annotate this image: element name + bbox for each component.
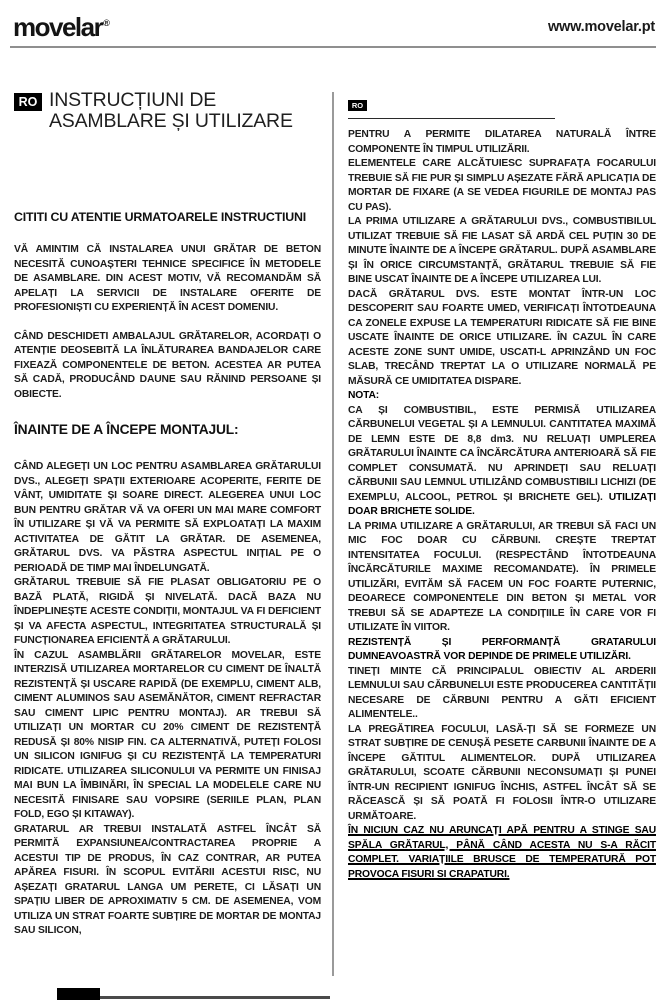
paragraph: CÂND ALEGEȚI UN LOC PENTRU ASAMBLAREA GRĂTARULUI DVS., ALEGEȚI SPAȚII EXTERIOARE ACOPERITE, FERITE DE VÂNT, UMIDITATE ȘI SOARE DIRECT. ALEGEREA UNUI LOC BUN PENTRU GRĂTAR VĂ VA OFERI UN MAI MARE COMFORT ÎN UTILIZARE ȘI VĂ VA PERMITE SĂ EXPLOATAȚI LA MAXIM ACTIVITATEA DE GĂTIT LA GRĂTAR. DE ASEMENEA, GRĂTARUL DVS. VA PĂSTRA ASPECTUL INIȚIAL PE O PERIOADĂ DE TIMP MAI ÎNDELUNGATĂ. xyxy=(14,461,321,574)
paragraph: LA PRIMA UTILIZARE A GRĂTARULUI DVS., COMBUSTIBILUL UTILIZAT TREBUIE SĂ FIE LASAT SĂ ARDĂ CEL PUȚIN 30 DE MINUTE ÎNAINTE DE A ÎNCEPE GRĂTARUL. DUPĂ ASAMBLARE ȘI ÎN ORICE CIRCUMSTANȚĂ, GRĂTARUL TREBUIE SĂ FIE BINE USCAT ÎNAINTE DE A ÎNCEPE UTILIZAREA LUI. xyxy=(348,216,656,285)
paragraph: ÎN CAZUL ASAMBLĂRII GRĂTARELOR MOVELAR, ESTE INTERZISĂ UTILIZAREA MORTARELOR CU CIMENT DE ÎNALTĂ REZISTENȚĂ ȘI USCARE RAPIDĂ (DE EXEMPLU, CIMENT ALB, CIMENT ALUMINOS SAU ASEMĂNĂTOR, CIMENT REFRACTAR SAU CIMENT LIPIC PENTRU MONTAJ). AR TREBUI SĂ UTILIZAȚI UN MORTAR CU 20% CIMENT DE REZISTENȚĂ REDUSĂ ȘI 80% NISIP FIN. CA ALTERNATIVĂ, PUTEȚI FOLOSI UN SILICON IGNIFUG ȘI CU REZISTENȚĂ LA TEMPERATURI RIDICATE. UTILIZAREA SILICONULUI VA PERMITE UN FINISAJ MAI BUN LA ÎMBINĂRI, ÎN SPECIAL LA MODELELE CARE NU NECESITĂ FINISARE SAU VOPSIRE (SERIILE PLAN, PLAN FOLD, EGO ȘI KITAWAY). xyxy=(14,649,321,820)
website-url: www.movelar.pt xyxy=(547,19,655,35)
paragraph xyxy=(348,404,656,520)
paragraph: PENTRU A PERMITE DILATAREA NATURALĂ ÎNTRE COMPONENTE ÎN TIMPUL UTILIZĂRII. xyxy=(348,129,656,155)
paragraph: LA PREGĂTIREA FOCULUI, LASĂ-ȚI SĂ SE FORMEZE UN STRAT SUBȚIRE DE CENUȘĂ PESETE CARBUNII ÎNAINTE DE A ÎNCEPE GĂTITUL ALIMENTELOR. DUPĂ UTILIZAREA GRĂTARULUI, SCOATE CĂRBUNII NECONSUMAȚI ȘI PUNEI ÎNTR-UN RECIPIENT IGNIFUG ÎNCHIS, ASTFEL ÎNCÂT SĂ SE RĂCEASCĂ ȘI SĂ POATĂ FI FOLOSII ÎNTR-O UTILIZARE URMĂTOARE. xyxy=(348,723,656,822)
note-label: NOTA: xyxy=(348,390,380,401)
paragraph: DACĂ GRĂTARUL DVS. ESTE MONTAT ÎNTR-UN LOC DESCOPERIT SAU FOARTE UMED, VERIFICAȚI ÎNTOTDEAUNA CA ZONELE EXPUSE LA TEMPERATURI RIDICATE SĂ FIE BINE USCATE ÎNAINTE DE ORICE UTILIZARE. ÎN CAZUL ÎN CARE ACESTE ZONE SUNT UMIDE, USCATI-L APRINZÂND UN FOC SLAB, TRECÂND TREPTAT LA O UTILIZARE NORMALĂ PE MĂSURĂ CE UMIDITATEA DISPARE. xyxy=(348,288,656,387)
registered-trademark-icon: ® xyxy=(103,18,110,29)
paragraph: CÂND DESCHIDETI AMBALAJUL GRĂTARELOR, ACORDAȚI O ATENȚIE DEOSEBITĂ LA ÎNLĂTURAREA BANDAJELOR CARE FIXEAZĂ COMPONENTELE DE BETON. ACESTEA AR PUTEA SĂ CADĂ, PRODUCÂND DAUNE SAU RĂNIND PERSOANE ȘI OBIECTE. xyxy=(14,330,321,400)
column-divider xyxy=(332,92,334,976)
paragraph-text: CA ȘI COMBUSTIBIL, ESTE PERMISĂ UTILIZAREA CĂRBUNELUI VEGETAL ȘI A LEMNULUI. CANTITATEA MAXIMĂ DE LEMN ESTE DE 8,8 dm3. NU RELUAȚI UMPLEREA GRĂTARULUI ÎNAINTE CA ÎNCĂRCĂTURA ANTERIOARĂ SĂ FIE COMPLET CONSUMATĂ. NU APRINDEȚI SAU RELUAȚI CĂRBUNII SAU LEMNUL UTILIZÂND COMBUSTIBILI LICHIZI (DE EXEMPLU, ALCOOL, PETROL ȘI BRICHETE GEL). xyxy=(348,404,656,503)
paragraph-emphasis: REZISTENȚĂ ȘI PERFORMANȚĂ GRATARULUI DUMNEAVOASTRĂ VOR DEPINDE DE PRIMELE UTILIZĂRI. xyxy=(348,636,656,662)
page-title: INSTRUCȚIUNI DE ASAMBLARE ȘI UTILIZARE xyxy=(49,89,293,132)
paragraph: VĂ AMINTIM CĂ INSTALAREA UNUI GRĂTAR DE BETON NECESITĂ CUNOAȘTERI TEHNICE SPECIFICE ÎN METODELE DE ASAMBLARE. DIN ACEST MOTIV, VĂ RECOMANDĂM SĂ APELAȚI LA SERVICII DE INSTALARE OFERITE DE PROFESIONIȘTI CU EXPERIENȚĂ ÎN ACEST DOMENIU. xyxy=(14,244,321,313)
language-badge-ro-small: RO xyxy=(348,100,367,111)
paragraph: LA PRIMA UTILIZARE A GRĂTARULUI, AR TREBUI SĂ FACI UN MIC FOC DOAR CU CĂRBUNI. CREȘTE TREPTAT INTENSITATEA FOCULUI. (RESPECTÂND ÎNTOTDEAUNA ÎNCĂRCĂTURILE MAXIME RECOMANDATE). ÎN PRIMELE UTILIZĂRI, EVITĂM SĂ FACEM UN FOC FOARTE PUTERNIC, DEOARECE COMPONENTELE DIN BETON ȘI METAL VOR TREBUI SĂ SE ADAPTEZE LA CONDIȚIILE ÎN CARE VOR FI UTILIZATE ÎN VIITOR. xyxy=(348,520,656,633)
left-column xyxy=(14,90,321,939)
paragraph: ELEMENTELE CARE ALCĂTUIESC SUPRAFAȚA FOCARULUI TREBUIE SĂ FIE PUR ȘI SIMPLU AȘEZATE FĂRĂ APLICAȚIA DE MORTAR DE FIXARE (A SE VEDEA FIGURILE DE MONTAJ PAS CU PAS). xyxy=(348,158,656,213)
paragraph: TINEȚI MINTE CĂ PRINCIPALUL OBIECTIV AL ARDERII LEMNULUI SAU CĂRBUNELUI ESTE PRODUCEREA CANTITĂȚII NECESARE DE CĂRBUNI PENTRU A GĂTI EFICIENT ALIMENTELE.. xyxy=(348,665,656,720)
paragraph: GRATARUL AR TREBUI INSTALATĂ ASTFEL ÎNCÂT SĂ PERMITĂ EXPANSIUNEA/CONTRACTAREA PROPRIE A ACESTUI TIP DE PRODUS, ÎN CAZ CONTRAR, AR PUTEA APĂREA FISURI. ÎN SCOPUL EVITĂRII ACESTUI RISC, NU AȘEZAȚI GRATARUL LANGA UM PERETE, CI LĂSAȚI UN SPAȚIU LIBER DE APROXIMATIV 5 CM. DE ASEMENEA, VOM UTILIZA UN STRAT FOARTE SUBȚIRE DE MORTAR DE MONTAJ SAU SILICON, xyxy=(14,823,321,936)
paragraph-block xyxy=(14,460,321,939)
language-section-rule xyxy=(348,118,555,119)
right-column xyxy=(348,95,656,882)
language-badge-ro: RO xyxy=(14,93,42,111)
paragraph-bold-tail: UTILIZAȚI DOAR BRICHETE SOLIDE. xyxy=(348,491,656,517)
section-heading-before-assembly: ÎNAINTE DE A ÎNCEPE MONTAJUL: xyxy=(14,422,239,437)
title-row xyxy=(14,90,321,131)
section-heading-read-carefully: CITITI CU ATENTIE URMATOARELE INSTRUCTIUNI xyxy=(14,210,306,224)
logo-text: movelar xyxy=(13,12,103,42)
next-section-cut-badge xyxy=(57,988,100,1000)
movelar-logo xyxy=(13,12,110,43)
next-section-cut-rule xyxy=(100,996,330,999)
paragraph: GRĂTARUL TREBUIE SĂ FIE PLASAT OBLIGATORIU PE O BAZĂ PLATĂ, RIGIDĂ ȘI NIVELATĂ. DACĂ BAZA NU ÎNDEPLINEȘTE ACESTE CONDIȚII, MONTAJUL VA FI DEFICIENT ȘI VA AFECTA ASPECTUL, INTEGRITATEA STRUCTURALĂ ȘI FUNCȚIONAREA EFICIENTĂ A GRĂTARULUI. xyxy=(14,577,321,646)
warning-paragraph: ÎN NICIUN CAZ NU ARUNCAȚI APĂ PENTRU A STINGE SAU SPĂLA GRĂTARUL, PÂNĂ CÂND ACESTA NU S-A RĂCIT COMPLET. VARIAȚIILE BRUSCE DE TEMPERATURĂ POT PROVOCA FISURI SI CRAPATURI. xyxy=(348,825,656,880)
header-divider xyxy=(10,46,656,48)
